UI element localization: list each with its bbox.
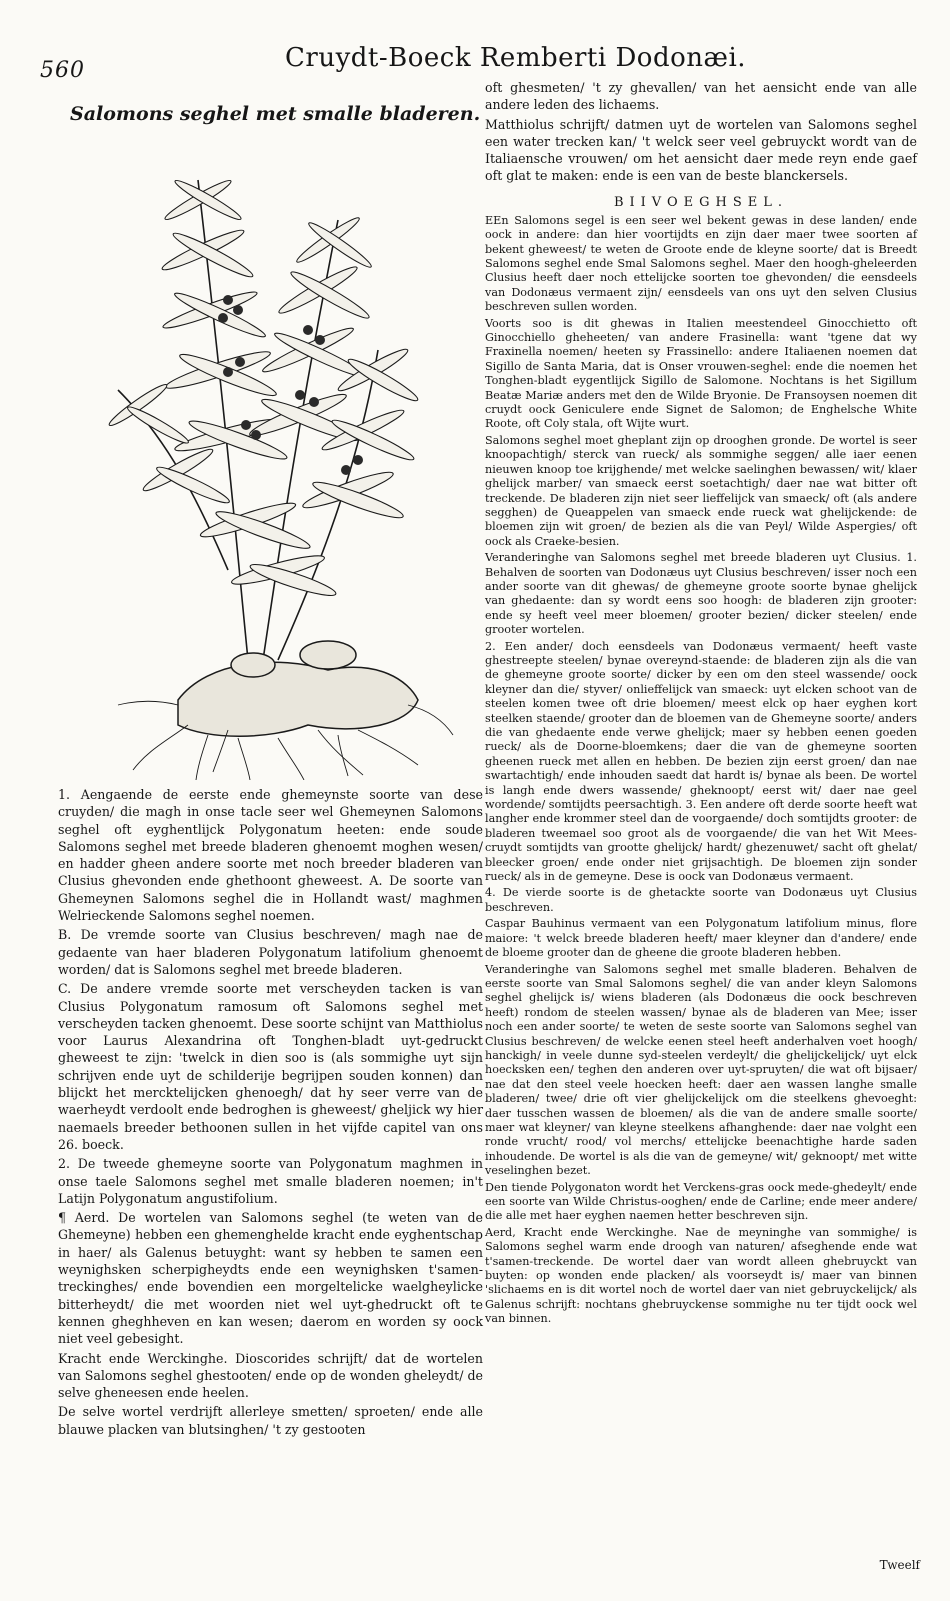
paragraph: ¶ Aerd. De wortelen van Salomons seghel (te weten van de Ghemeyne) hebben een ghemenghelde kracht ende eyghentschap in haer/ als Galenus betuyght: want sy hebben te samen een weynighsken scherpigheydts ende een weynighsken t'samen-treckinghes/ ende bovendien een morgeltelicke waelgheylicke bitterheydt/ die met woorden niet wel uyt-ghedruckt oft te kennen gheghheven en kan wesen; daerom en worden sy oock niet veel gebesight. [58,1210,483,1347]
paragraph: Den tiende Polygonaton wordt het Verckens-gras oock mede-ghedeylt/ ende een soorte van Wilde Christus-ooghen/ ende de Carline; ende meer andere/ die alle met haer eyghen naemen hetter beschreven sijn. [485,1180,917,1223]
paragraph: 4. De vierde soorte is de ghetackte soorte van Dodonæus uyt Clusius beschreven. [485,886,917,914]
paragraph: Aerd, Kracht ende Werckinghe. Nae de meyninghe van sommighe/ is Salomons seghel warm ende droogh van naturen/ afseghende ende wat t'samen-treckende. De wortel daer van wordt alleen ghebruyckt van buyten: op wonden ende placken/ als voorseydt is/ maer van binnen 'slichaems en is dit wortel noch de wortel daer van niet gebruyckelijck/ als Galenus schrijft: nochtans ghebruyckense sommighe nu ter tijdt oock wel van binnen. [485,1225,917,1326]
paragraph: 2. Een ander/ doch eensdeels van Dodonæus vermaent/ heeft vaste ghestreepte steelen/ bynae overeynd-staende: de bladeren zijn als die van de ghemeyne groote soorte/ dicker by een om den steel wassende/ oock kleyner dan die/ styver/ onlieffelijck van smaeck: uyt elcken schoot van de steelen komen twee oft drie bloemen/ meest elck op haer eyghen kort steelken staende/ grooter dan de bloemen van de Ghemeyne soorte/ anders die van ghedaente ende verwe ghelijck; maer sy hebben eenen goeden rueck/ als de Doorne-bloemkens; daer die van de ghemeyne soorten gheenen rueck met allen en hebben. De bezien zijn eerst groen/ dan nae swartachtigh/ ende inhouden saedt dat hardt is/ bynae als been. De wortel is langh ende dwers wassende/ gheknoopt/ eerst wit/ daer nae geel wordende/ somtijdts peersachtigh. 3. Een andere oft derde soorte heeft wat langher ende krommer steel dan de voorgaende/ doch somtijdts grooter: de bladeren tweemael soo groot als de voorgaende/ die van het Wit Mees-cruydt somtijdts van grootte ghelijck/ hardt/ ghezenuwet/ sacht oft ghelat/ bleecker groen/ ende onder niet grijsachtigh. De bloemen zijn sonder rueck/ als in de gemeyne. Dese is oock van Dodonæus vermaent. [485,639,917,884]
paragraph: oft ghesmeten/ 't zy ghevallen/ van het aensicht ende van alle andere leden des lichaems. [485,80,917,113]
figure-caption: Salomons seghel met smalle bladeren. [70,103,481,125]
rhizome [178,662,418,736]
paragraph: 1. Aengaende de eerste ende ghemeynste soorte van dese cruyden/ die magh in onse tacle seer wel Ghemeynen Salomons seghel oft eyghentlijck Polygonatum heeten: ende soude Salomons seghel met breede bladeren ghenoemt moghen wesen/ en hadder gheen andere soorte met noch breeder bladeren van Clusius ghevonden ende ghethoont gheweest. A. De soorte van Ghemeynen Salomons seghel die in Hollandt wast/ maghmen Welrieckende Salomons seghel noemen. [58,787,483,924]
left-column [58,786,483,1440]
right-column [485,79,917,1329]
paragraph: Caspar Bauhinus vermaent van een Polygonatum latifolium minus, flore maiore: 't welck breede bladeren heeft/ maer kleyner dan d'andere/ ende de bloeme grooter dan de gheene die groote bladeren hebben. [485,917,917,960]
plant-woodcut-illustration [78,140,458,780]
catchword: Tweelf [879,1558,920,1572]
woodcut-svg [78,140,458,780]
paragraph: Veranderinghe van Salomons seghel met smalle bladeren. Behalven de eerste soorte van Smal Salomons seghel/ die van ander kleyn Salomons seghel ghelijck is/ wiens bladeren (als Dodonæus die oock beschreven heeft) rondom de steelen wassen/ bynae als de bladeren van Mee; isser noch een ander soorte/ te weten de seste soorte van Salomons seghel van Clusius beschreven/ de welcke eenen steel heeft anderhalven voet hoogh/ hanckigh/ in veele dunne syd-steelen verdeylt/ die ghelijckelijck/ uyt elck hoecksken een/ teghen den anderen over uyt-spruyten/ die wat oft bijsaer/ nae dat den steel veele hoecken heeft: daer aen wassen langhe smalle bladeren/ twee/ drie oft vier ghelijckelijck om die steelkens ghevoeght: daer tusschen wassen de bloemen/ als die van de andere smalle soorte/ maer wat kleyner/ van kleyne steelkens afhanghende: daer nae volght een ronde vrucht/ rood/ vol merchs/ ettelijcke beenachtighe harde saden inhoudende. De wortel is als die van de gemeyne/ wit/ geknoopt/ met witte veselinghen bezet. [485,962,917,1178]
paragraph: Salomons seghel moet gheplant zijn op drooghen gronde. De wortel is seer knoopachtigh/ sterck van rueck/ als sommighe seggen/ alle iaer eenen nieuwen knoop toe krijghende/ met welcke saelinghen bewassen/ wit/ klaer ghelijck marber/ van smaeck eerst soetachtigh/ daer nae wat bitter oft treckende. De bladeren zijn niet seer lieffelijck van smaeck/ oft (als andere segghen) de Queappelen van smaeck ende rueck wat ghelijckende: de bloemen zijn wit groen/ de bezien als die van Peyl/ Wilde Aspergies/ oft oock als Craeke-besien. [485,433,917,548]
paragraph: Voorts soo is dit ghewas in Italien meestendeel Ginocchietto oft Ginocchiello gheheeten/ van andere Frasinella: want 'tgene dat wy Fraxinella noemen/ heeten sy Frassinello: andere Italiaenen noemen dat Sigillo de Santa Maria, dat is Onser vrouwen-seghel: ende die noemen het Tonghen-bladt eygentlijck Sigillo de Salomone. Nochtans is het Sigillum Beatæ Mariæ anders met den de Wilde Bryonie. De Fransoysen noemen dit cruydt oock Geniculere ende Signet de Salomon; de Enghelsche White Roote, oft Coly stala, oft Wijte wurt. [485,316,917,431]
paragraph: 2. De tweede ghemeyne soorte van Polygonatum maghmen in onse taele Salomons seghel met smalle bladeren noemen; in't Latijn Polygonatum angustifolium. [58,1156,483,1206]
paragraph: Matthiolus schrijft/ datmen uyt de wortelen van Salomons seghel een water trecken kan/ 't welck seer veel gebruyckt wordt van de Italiaensche vrouwen/ om het aensicht daer mede reyn ende gaef oft glat te maken: ende is een van de beste blanckersels. [485,116,917,184]
paragraph: EEn Salomons segel is een seer wel bekent gewas in dese landen/ ende oock in andere: dan hier voortijdts en zijn daer maer twee soorten af bekent gheweest/ te weten de Groote ende de kleyne soorte/ dat is Breedt Salomons seghel ende Smal Salomons seghel. Maer den hoogh-gheleerden Clusius heeft daer noch ettelijcke soorten toe ghevonden/ die eensdeels van Dodonæus vermaent zijn/ eensdeels van ons uyt den selven Clusius beschreven sullen worden. [485,213,917,314]
section-heading: BIIVOEGHSEL. [613,194,788,210]
running-title: Cruydt-Boeck Remberti Dodonæi. [285,43,747,73]
paragraph: B. De vremde soorte van Clusius beschreven/ magh nae de gedaente van haer bladeren Polygonatum latifolium ghenoemt worden/ dat is Salomons seghel met breede bladeren. [58,927,483,977]
paragraph: Veranderinghe van Salomons seghel met breede bladeren uyt Clusius. 1. Behalven de soorten van Dodonæus uyt Clusius beschreven/ isser noch een ander soorte van dit ghewas/ de ghemeyne groote soorte bynae ghelijck van ghedaente: dan sy wordt eens soo hoogh: de bladeren zijn grooter: ende sy heeft veel meer bloemen/ grooter bezien/ dicker steelen/ ende grooter wortelen. [485,551,917,637]
page-number: 560 [40,58,85,83]
paragraph: C. De andere vremde soorte met verscheyden tacken is van Clusius Polygonatum ramosum oft Salomons seghel met verscheyden tacken ghenoemt. Dese soorte schijnt van Matthiolus voor Laurus Alexandrina oft Tonghen-bladt uyt-gedruckt gheweest te zijn: 'twelck in dien soo is (als sommighe uyt sijn schrijven ende uyt de schilderije begrijpen souden konnen) dan blijckt het mercktelijcken ghenoegh/ dat hy seer verre van de waerheydt verdoolt ende bedroghen is gheweest/ gheljick wy hier naemaels breeder bethoonen sullen in het vijfde capitel van ons 26. boeck. [58,981,483,1152]
paragraph: De selve wortel verdrijft allerleye smetten/ sproeten/ ende alle blauwe placken van blutsinghen/ 't zy gestooten [58,1404,483,1437]
paragraph: Kracht ende Werckinghe. Dioscorides schrijft/ dat de wortelen van Salomons seghel ghestooten/ ende op de wonden gheleydt/ de selve gheneesen ende heelen. [58,1350,483,1401]
